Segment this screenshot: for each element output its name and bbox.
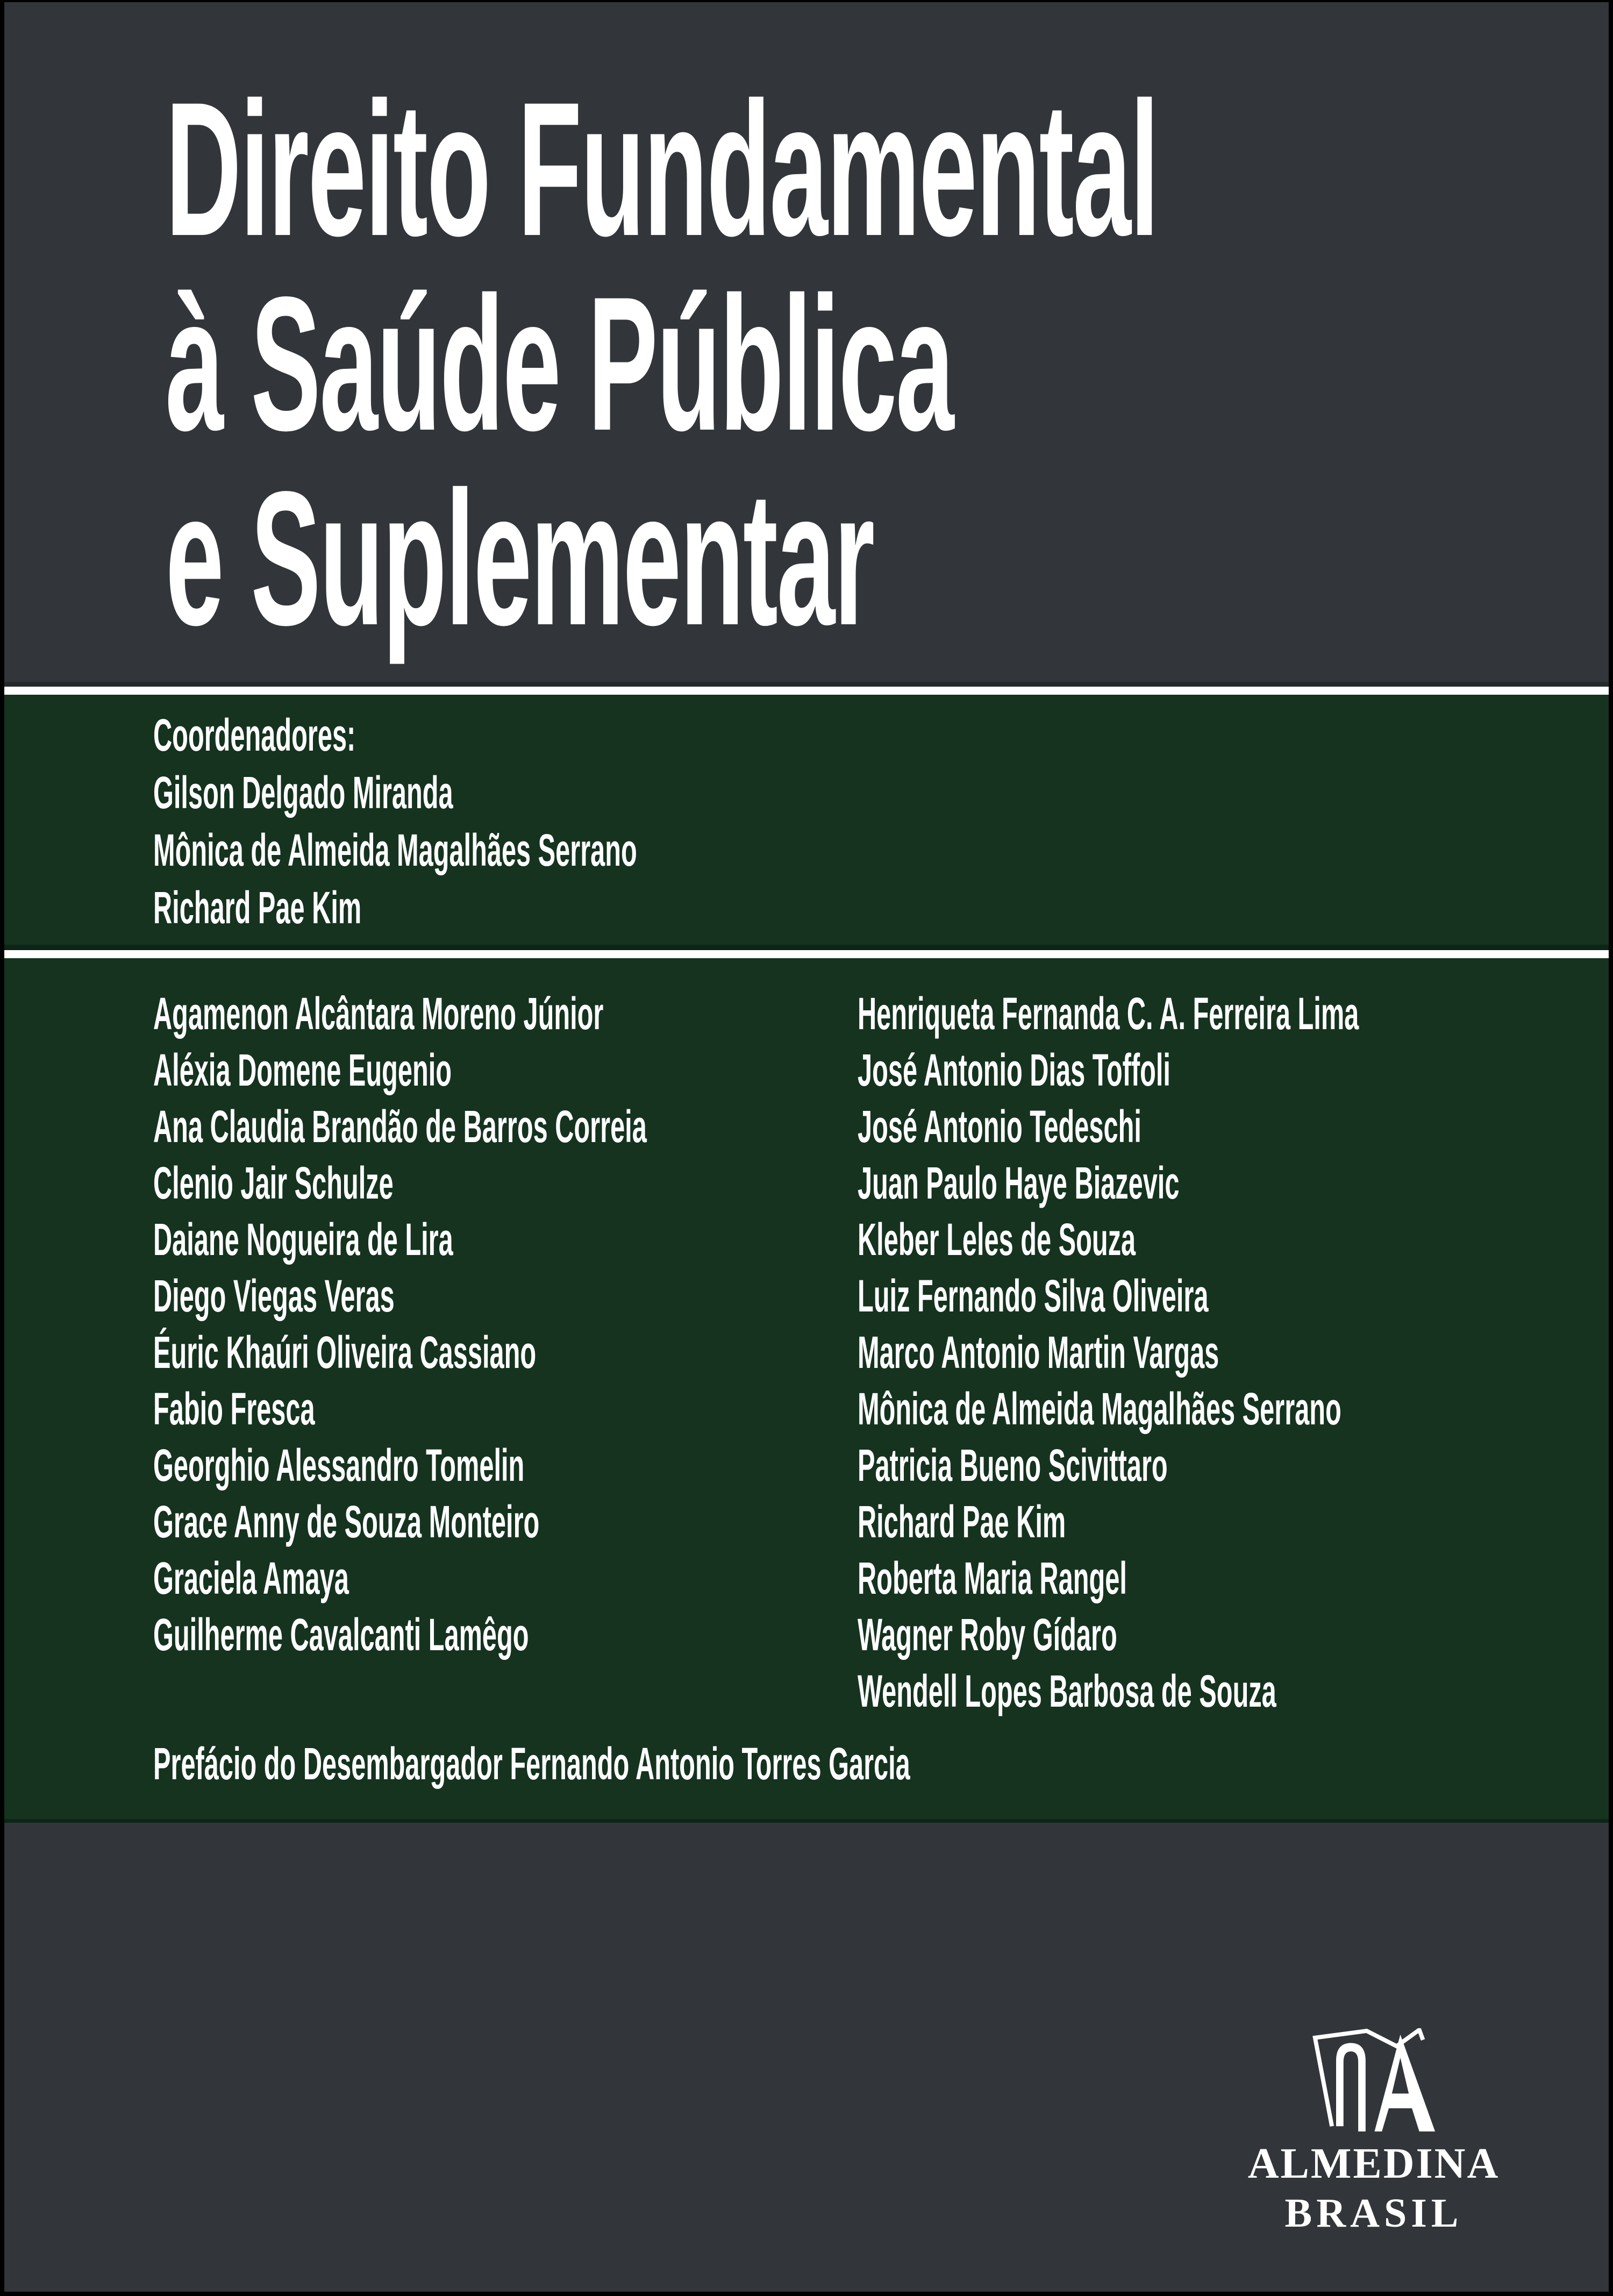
author-name: Juan Paulo Haye Biazevic <box>858 1158 1180 1208</box>
author-name: Roberta Maria Rangel <box>858 1553 1127 1603</box>
divider-stripe-top <box>4 687 1609 695</box>
author-name: Wagner Roby Gídaro <box>858 1609 1117 1660</box>
author-name: Luiz Fernando Silva Oliveira <box>858 1271 1209 1321</box>
author-name: Richard Pae Kim <box>858 1496 1066 1547</box>
author-name: Marco Antonio Martin Vargas <box>858 1327 1219 1378</box>
publisher-name: ALMEDINA <box>1247 2140 1500 2187</box>
page-title <box>166 63 1613 665</box>
publisher-logo <box>1247 2028 1500 2235</box>
author-name: Diego Viegas Veras <box>153 1271 395 1321</box>
title-line-1: Direito Fundamental <box>166 63 1158 276</box>
authors-column-right <box>858 986 1613 1720</box>
coordinator-name: Mônica de Almeida Magalhães Serrano <box>153 825 637 875</box>
author-name: Daiane Nogueira de Lira <box>153 1214 453 1265</box>
author-name: Mônica de Almeida Magalhães Serrano <box>858 1384 1341 1434</box>
author-name: Graciela Amaya <box>153 1553 349 1603</box>
author-name: Ana Claudia Brandão de Barros Correia <box>153 1101 647 1152</box>
author-name: Aléxia Domene Eugenio <box>153 1045 452 1095</box>
title-line-3: e Suplementar <box>166 452 874 665</box>
author-name: Henriqueta Fernanda C. A. Ferreira Lima <box>858 988 1359 1039</box>
title-line-2: à Saúde Pública <box>166 258 953 470</box>
coordinator-name: Gilson Delgado Miranda <box>153 767 453 818</box>
publisher-region: BRASIL <box>1284 2191 1463 2236</box>
coordinators-label: Coordenadores: <box>153 710 356 760</box>
divider-stripe-middle <box>4 950 1609 958</box>
author-name: Guilherme Cavalcanti Lamêgo <box>153 1609 529 1660</box>
author-name: Grace Anny de Souza Monteiro <box>153 1496 540 1547</box>
author-name: Fabio Fresca <box>153 1384 315 1434</box>
coordinators-list <box>153 707 987 937</box>
author-name: Georghio Alessandro Tomelin <box>153 1440 525 1491</box>
author-name: Wendell Lopes Barbosa de Souza <box>858 1666 1276 1716</box>
author-name: Patricia Bueno Scivittaro <box>858 1440 1168 1491</box>
author-name: José Antonio Tedeschi <box>858 1101 1141 1152</box>
author-name: Éuric Khaúri Oliveira Cassiano <box>153 1327 537 1378</box>
preface-line <box>153 1736 1458 1792</box>
author-name: José Antonio Dias Toffoli <box>858 1045 1171 1095</box>
preface-text: Prefácio do Desembargador Fernando Antonio Torres Garcia <box>153 1738 910 1789</box>
almedina-open-book-icon <box>1311 2028 1437 2134</box>
coordinator-name: Richard Pae Kim <box>153 882 362 933</box>
author-name: Agamenon Alcântara Moreno Júnior <box>153 988 604 1039</box>
author-name: Kleber Leles de Souza <box>858 1214 1136 1265</box>
author-name: Clenio Jair Schulze <box>153 1158 394 1208</box>
title-block <box>4 2 1609 687</box>
